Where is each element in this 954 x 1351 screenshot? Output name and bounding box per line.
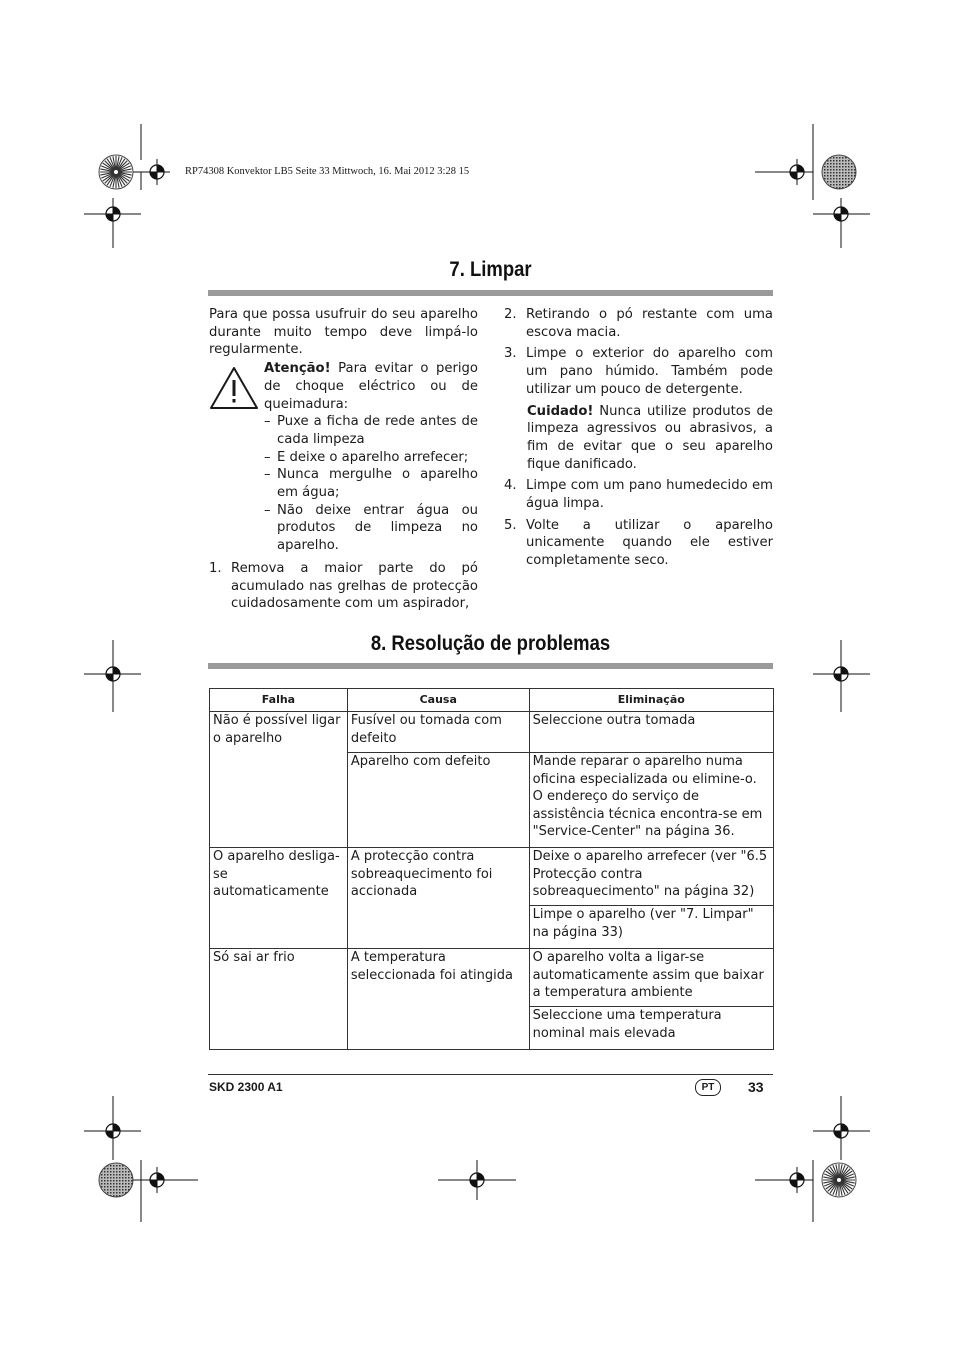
table-row [210,712,774,753]
section-rule [208,290,773,296]
step-2: 2. Retirando o pó restante com uma escova macia. [504,307,773,340]
fix-cell: Deixe o aparelho arrefecer (ver "6.5 Protecção contra sobreaquecimento" na página 32) [529,848,773,906]
left-column [209,306,478,613]
header-fix: Eliminação [529,689,773,712]
warning-text [264,360,478,413]
warning-item: – Puxe a ficha de rede antes de cada limpeza [264,414,478,447]
fix-cell: Limpe o aparelho (ver "7. Limpar" na página 33) [529,906,773,949]
warning-block [209,360,478,555]
intro-paragraph: Para que possa usufruir do seu aparelho durante muito tempo deve limpá-lo regularmente. [209,307,478,358]
section-title-troubleshooting: 8. Resolução de problemas [370,632,611,655]
header-fault: Falha [210,689,348,712]
cause-cell: Fusível ou tomada com defeito [347,712,529,753]
table-row [210,848,774,906]
step-5: 5. Volte a utilizar o aparelho unicamente quando ele estiver completamente seco. [504,517,773,569]
caution-note: Cuidado! Nunca utilize produtos de limpeza agressivos ou abrasivos, a fim de evitar que o seu aparelho fique danificado. [527,403,773,472]
right-column [504,306,773,570]
warning-sentence: Para evitar o perigo de choque eléctrico ou de queimadura: [264,361,478,412]
cause-cell: A protecção contra sobreaquecimento foi accionada [347,848,529,949]
warning-triangle-icon [209,366,259,410]
step-4: 4. Limpe com um pano humedecido em água limpa. [504,478,773,512]
troubleshooting-table [209,688,774,1050]
fault-cell: Só sai ar frio [210,949,348,1050]
warning-item: – Nunca mergulhe o aparelho em água; [264,467,478,501]
warning-keyword: Atenção! [264,361,331,377]
warning-item: – Não deixe entrar água ou produtos de limpeza no aparelho. [264,502,478,554]
footer-rule [208,1074,773,1075]
header-cause: Causa [347,689,529,712]
cause-cell: Aparelho com defeito [347,753,529,848]
step-3: 3. Limpe o exterior do aparelho com um pano húmido. Também pode utilizar um pouco de detergente. [504,346,773,397]
step-1: 1. Remova a maior parte do pó acumulado nas grelhas de protecção cuidadosamente com um aspirador, [209,560,478,612]
footer-model: SKD 2300 A1 [209,1080,283,1094]
cause-cell: A temperatura seleccionada foi atingida [347,949,529,1050]
table-header-row [210,689,774,712]
page-number: 33 [748,1079,764,1095]
section-rule [208,663,773,669]
section-title-cleaning: 7. Limpar [449,258,532,281]
table-row [210,949,774,1007]
fault-cell: Não é possível ligar o aparelho [210,712,348,848]
fault-cell: O aparelho desliga-se automaticamente [210,848,348,949]
fix-cell: O aparelho volta a ligar-se automaticamente assim que baixar a temperatura ambiente [529,949,773,1007]
language-badge: PT [695,1079,721,1096]
fix-cell: Seleccione outra tomada [529,712,773,753]
warning-item: – E deixe o aparelho arrefecer; [264,449,469,465]
caution-keyword: Cuidado! [527,403,594,419]
fix-cell: Seleccione uma temperatura nominal mais elevada [529,1007,773,1050]
print-header-line: RP74308 Konvektor LB5 Seite 33 Mittwoch, 16. Mai 2012 3:28 15 [185,166,470,177]
fix-cell: Mande reparar o aparelho numa oficina especializada ou elimine-o. O endereço do serviço de assistência técnica encontra-se em "Service-Center" na página 36. [529,753,773,848]
